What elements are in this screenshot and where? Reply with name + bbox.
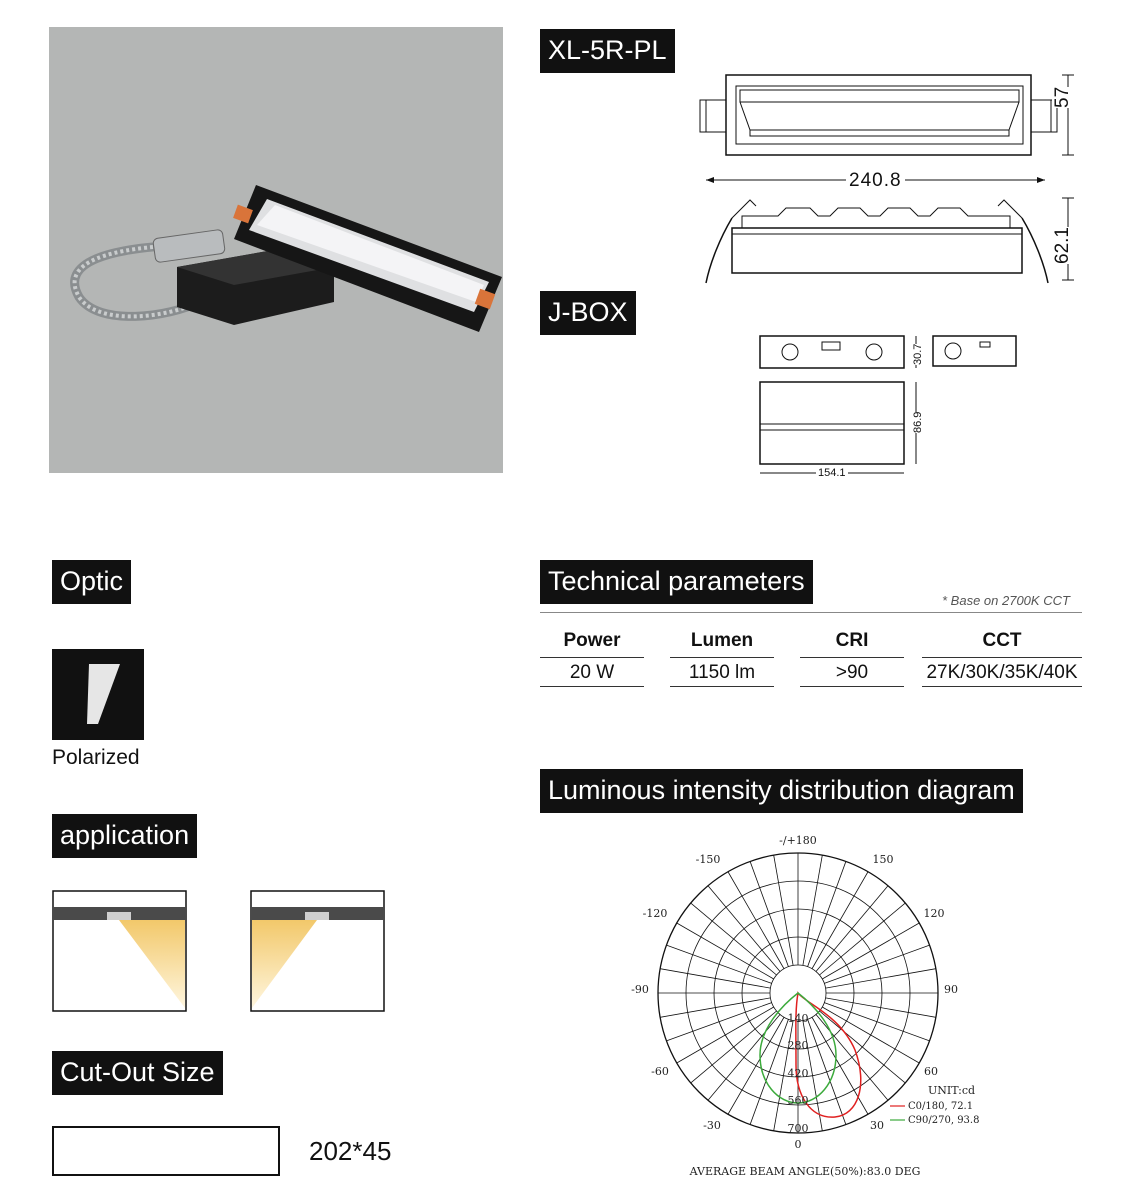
jbox-height-dim: 30.7: [912, 343, 924, 365]
polar-spoke: [822, 1007, 919, 1063]
jbox-width-dim: 154.1: [818, 467, 846, 479]
tech-rule: [922, 686, 1082, 687]
tech-rule: [670, 686, 774, 687]
luminous-tag: Luminous intensity distribution diagram: [540, 769, 1023, 813]
polar-spoke: [824, 945, 929, 983]
polar-spoke: [691, 903, 777, 975]
angle-label-90: 90: [944, 983, 958, 996]
optic-tag: Optic: [52, 560, 131, 604]
tech-header-lumen: Lumen: [690, 630, 754, 651]
fixture-height-dim: 57: [1052, 86, 1073, 108]
model-tag: XL-5R-PL: [540, 29, 675, 73]
tech-divider: [540, 612, 1082, 613]
cutout-tag: Cut-Out Size: [52, 1051, 223, 1095]
application-right-wall-icon: [250, 890, 385, 1017]
angle-label-120: 120: [923, 907, 945, 920]
polar-spoke: [677, 923, 774, 979]
product-photo: [49, 27, 503, 473]
fixture-depth-dim: 62.1: [1052, 227, 1073, 264]
polar-spoke: [816, 886, 888, 972]
polar-spoke: [803, 855, 822, 965]
jbox-depth-dim: 86.9: [912, 411, 924, 433]
polar-spoke: [808, 861, 846, 966]
angle-label-180: -/+180: [779, 834, 817, 847]
angle-label-m150: -150: [695, 853, 721, 866]
polar-diagram: [600, 825, 1020, 1185]
tech-value-power: 20 W: [569, 662, 615, 683]
polar-spoke: [808, 1019, 846, 1124]
polar-spoke: [677, 1007, 774, 1063]
tech-header-cct: CCT: [982, 630, 1022, 651]
jbox-tag: J-BOX: [540, 291, 636, 335]
radial-label-420: 420: [787, 1067, 809, 1080]
polar-spoke: [708, 886, 780, 972]
polar-spoke: [728, 872, 784, 969]
angle-label-0: 0: [794, 1138, 802, 1151]
tech-rule: [540, 657, 644, 658]
angle-label-150: 150: [872, 853, 894, 866]
polar-spoke: [660, 998, 770, 1017]
tech-value-cct: 27K/30K/35K/40K: [926, 662, 1078, 683]
application-left-wall-icon: [52, 890, 187, 1017]
fixture-photo-illustration: [49, 27, 503, 473]
tech-note: * Base on 2700K CCT: [942, 593, 1070, 608]
tech-rule: [670, 657, 774, 658]
radial-label-140: 140: [787, 1012, 809, 1025]
radial-label-560: 560: [787, 1094, 809, 1107]
angle-label-30: 30: [870, 1119, 884, 1132]
angle-label-m30: -30: [703, 1119, 721, 1132]
beam-angle-footer: AVERAGE BEAM ANGLE(50%):83.0 DEG: [689, 1165, 921, 1178]
angle-label-m120: -120: [642, 907, 668, 920]
optic-label: Polarized: [52, 746, 140, 769]
tech-rule: [540, 686, 644, 687]
tech-value-cri: >90: [835, 662, 869, 683]
polar-spoke: [660, 969, 770, 988]
cutout-value: 202*45: [309, 1136, 392, 1166]
polar-spoke: [826, 969, 936, 988]
tech-rule: [800, 657, 904, 658]
polar-spoke: [812, 872, 868, 969]
tech-rule: [922, 657, 1082, 658]
angle-label-60: 60: [924, 1065, 938, 1078]
polar-spoke: [774, 855, 793, 965]
polar-spoke: [750, 861, 788, 966]
polar-spoke: [728, 1017, 784, 1114]
tech-header-cri: CRI: [835, 630, 869, 651]
tech-rule: [800, 686, 904, 687]
angle-label-m90: -90: [631, 983, 649, 996]
radial-label-700: 700: [787, 1122, 809, 1135]
unit-label: UNIT:cd: [928, 1084, 976, 1097]
tech-tag: Technical parameters: [540, 560, 813, 604]
polar-spoke: [691, 1011, 777, 1083]
polar-spoke: [824, 1003, 929, 1041]
application-tag: application: [52, 814, 197, 858]
tech-header-power: Power: [563, 630, 621, 651]
angle-label-m60: -60: [651, 1065, 669, 1078]
polar-spoke: [826, 998, 936, 1017]
polar-spoke: [819, 1011, 905, 1083]
polar-spoke: [750, 1019, 788, 1124]
tech-value-lumen: 1150 lm: [688, 662, 756, 683]
cutout-shape: [52, 1126, 280, 1176]
radial-label-280: 280: [787, 1039, 809, 1052]
fixture-width-dim: 240.8: [846, 170, 905, 192]
polar-spoke: [666, 1003, 771, 1041]
polar-spoke: [819, 903, 905, 975]
jbox-dimension-drawing: [750, 330, 1030, 485]
legend-c90: C90/270, 93.8: [908, 1115, 980, 1126]
polarized-optic-icon: [52, 649, 144, 740]
polar-spoke: [822, 923, 919, 979]
legend-c0: C0/180, 72.1: [908, 1101, 974, 1112]
polar-spoke: [666, 945, 771, 983]
